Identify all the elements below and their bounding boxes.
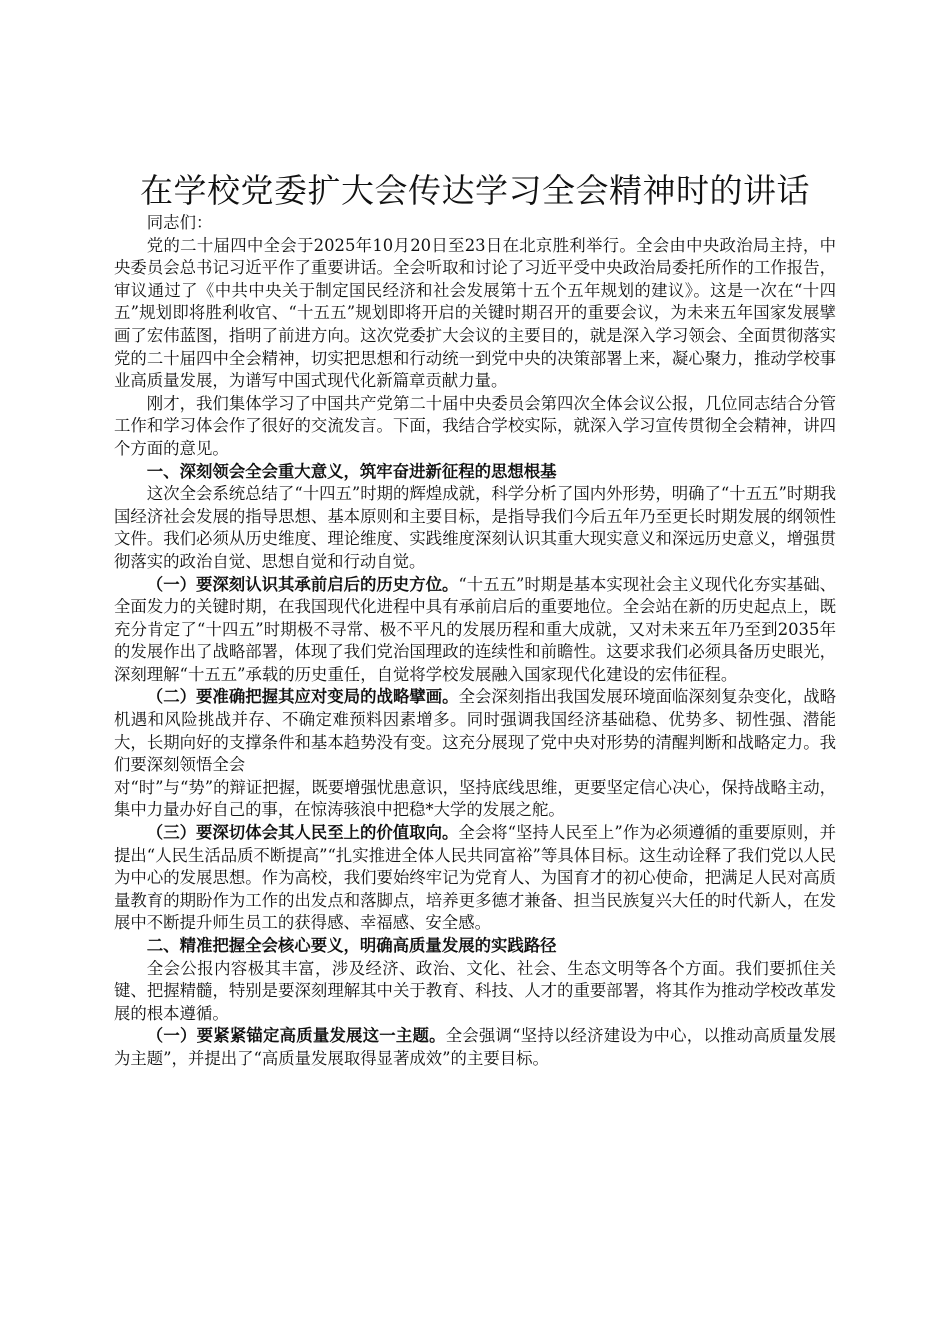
section-1-item-2 <box>114 686 836 776</box>
intro-paragraph-2: 刚才，我们集体学习了中国共产党第二十届中央委员会第四次全体会议公报，几位同志结合分管工作和学习体会作了很好的交流发言。下面，我结合学校实际，就深入学习宣传贯彻全会精神，讲四个方面的意见。 <box>114 393 836 458</box>
section-2-heading: 二、精准把握全会核心要义，明确高质量发展的实践路径 <box>146 936 557 955</box>
item-body: 全会强调“坚持以经济建设为中心，以推动高质量发展为主题”，并提出了“高质量发展取得显著成效”的主要目标。 <box>114 1026 837 1068</box>
intro-paragraph-1: 党的二十届四中全会于2025年10月20日至23日在北京胜利举行。全会由中央政治局主持，中央委员会总书记习近平作了重要讲话。全会听取和讨论了习近平受中央政治局委托所作的工作报告，审议通过了《中共中央关于制定国民经济和社会发展第十五个五年规划的建议》。这是一次在“十四五”规划即将胜利收官、“十五五”规划即将开启的关键时期召开的重要会议，为未来五年国家发展擘画了宏伟蓝图，指明了前进方向。这次党委扩大会议的主要目的，就是深入学习领会、全面贯彻落实党的二十届四中全会精神，切实把思想和行动统一到党中央的决策部署上来，凝心聚力，推动学校事业高质量发展，为谱写中国式现代化新篇章贡献力量。 <box>114 235 836 391</box>
section-1-body: 这次全会系统总结了“十四五”时期的辉煌成就，科学分析了国内外形势，明确了“十五五”时期我国经济社会发展的指导思想、基本原则和主要目标，是指导我们今后五年乃至更长时期发展的纲领性文件。我们必须从历史维度、理论维度、实践维度深刻认识其重大现实意义和深远历史意义，增强贯彻落实的政治自觉、思想自觉和行动自觉。 <box>114 484 836 571</box>
document-page <box>114 170 836 1071</box>
salutation: 同志们： <box>146 213 213 232</box>
item-body: 全会深刻指出我国发展环境面临深刻复杂变化，战略机遇和风险挑战并存、不确定难预料因素增多。同时强调我国经济基础稳、优势多、韧性强、潜能大，长期向好的支撑条件和基本趋势没有变。这充分展现了党中央对形势的清醒判断和战略定力。我们要深刻领悟全会 <box>114 687 837 775</box>
document-title: 在学校党委扩大会传达学习全会精神时的讲话 <box>140 171 810 210</box>
item-body: “十五五”时期是基本实现社会主义现代化夯实基础、全面发力的关键时期，在我国现代化进程中具有承前启后的重要地位。全会站在新的历史起点上，既充分肯定了“十四五”时期极不寻常、极不平凡的发展历程和重大成就，又对未来五年乃至到2035年的发展作出了战略部署，体现了我们党治国理政的连续性和前瞻性。这要求我们必须具备历史眼光，深刻理解“十五五”承载的历史重任，自觉将学校发展融入国家现代化建设的宏伟征程。 <box>114 574 837 684</box>
item-lead: （二）要准确把握其应对变局的战略擘画。 <box>146 687 459 707</box>
item-lead: （一）要紧紧锚定高质量发展这一主题。 <box>146 1026 446 1046</box>
section-2-item-1 <box>114 1025 836 1070</box>
section-1-item-1 <box>114 574 836 687</box>
section-2-body: 全会公报内容极其丰富，涉及经济、政治、文化、社会、生态文明等各个方面。我们要抓住关键、把握精髓，特别是要深刻理解其中关于教育、科技、人才的重要部署，将其作为推动学校改革发展的根本遵循。 <box>114 958 836 1023</box>
section-1-item-3 <box>114 822 836 935</box>
item-lead: （一）要深刻认识其承前启后的历史方位。 <box>146 574 459 594</box>
section-1-item-2-continued: 对“时”与“势”的辩证把握，既要增强忧患意识，坚持底线思维，更要坚定信心决心，保持战略主动，集中力量办好自己的事，在惊涛骇浪中把稳*大学的发展之舵。 <box>114 777 836 820</box>
item-body: 全会将“坚持人民至上”作为必须遵循的重要原则，并提出“人民生活品质不断提高”“扎实推进全体人民共同富裕”等具体目标。这生动诠释了我们党以人民为中心的发展思想。作为高校，我们要始终牢记为党育人、为国育才的初心使命，把满足人民对高质量教育的期盼作为工作的出发点和落脚点，培养更多德才兼备、担当民族复兴大任的时代新人，在发展中不断提升师生员工的获得感、幸福感、安全感。 <box>114 823 837 933</box>
section-1-heading: 一、深刻领会全会重大意义，筑牢奋进新征程的思想根基 <box>146 461 557 481</box>
item-lead: （三）要深切体会其人民至上的价值取向。 <box>146 823 459 843</box>
